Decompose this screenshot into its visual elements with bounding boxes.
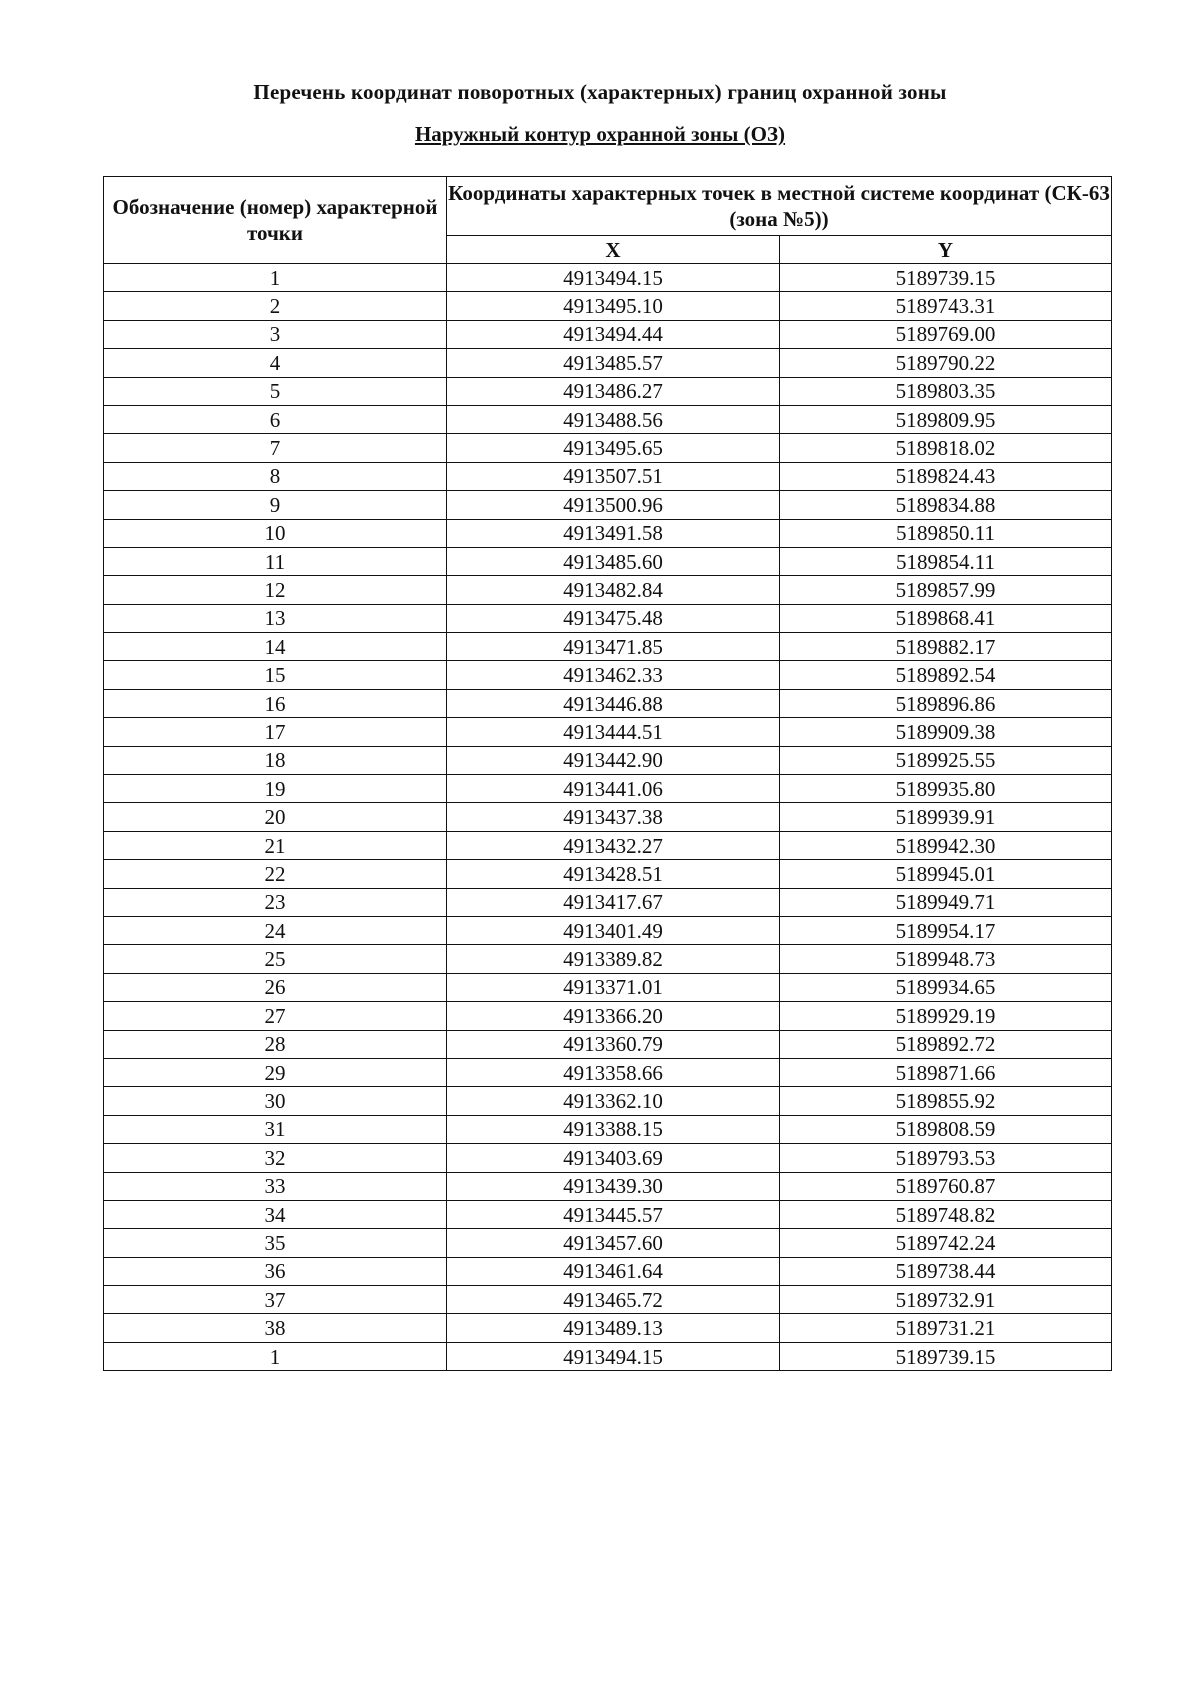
table-row	[104, 633, 1112, 661]
x-coordinate-cell: 4913428.51	[447, 860, 780, 888]
point-number-cell: 8	[104, 462, 447, 490]
x-coordinate-cell: 4913417.67	[447, 888, 780, 916]
x-coordinate-cell: 4913444.51	[447, 718, 780, 746]
y-coordinate-cell: 5189790.22	[780, 349, 1112, 377]
x-coordinate-cell: 4913494.44	[447, 320, 780, 348]
y-coordinate-cell: 5189748.82	[780, 1200, 1112, 1228]
y-coordinate-cell: 5189939.91	[780, 803, 1112, 831]
table-row	[104, 661, 1112, 689]
x-coordinate-cell: 4913366.20	[447, 1002, 780, 1030]
point-number-cell: 12	[104, 576, 447, 604]
y-coordinate-cell: 5189803.35	[780, 377, 1112, 405]
y-coordinate-cell: 5189793.53	[780, 1144, 1112, 1172]
x-coordinate-cell: 4913465.72	[447, 1286, 780, 1314]
x-coordinate-cell: 4913494.15	[447, 1342, 780, 1370]
y-coordinate-cell: 5189818.02	[780, 434, 1112, 462]
point-number-cell: 15	[104, 661, 447, 689]
coordinates-table	[103, 176, 1112, 1371]
x-coordinate-cell: 4913491.58	[447, 519, 780, 547]
table-row	[104, 1058, 1112, 1086]
point-number-cell: 38	[104, 1314, 447, 1342]
point-number-cell: 3	[104, 320, 447, 348]
y-coordinate-cell: 5189760.87	[780, 1172, 1112, 1200]
point-number-cell: 20	[104, 803, 447, 831]
header-point-number: Обозначение (номер) характерной точки	[104, 177, 447, 264]
x-coordinate-cell: 4913485.60	[447, 547, 780, 575]
header-x: X	[447, 236, 780, 264]
y-coordinate-cell: 5189769.00	[780, 320, 1112, 348]
point-number-cell: 22	[104, 860, 447, 888]
y-coordinate-cell: 5189855.92	[780, 1087, 1112, 1115]
table-row	[104, 462, 1112, 490]
y-coordinate-cell: 5189857.99	[780, 576, 1112, 604]
table-row	[104, 775, 1112, 803]
point-number-cell: 16	[104, 689, 447, 717]
y-coordinate-cell: 5189742.24	[780, 1229, 1112, 1257]
point-number-cell: 6	[104, 405, 447, 433]
x-coordinate-cell: 4913489.13	[447, 1314, 780, 1342]
y-coordinate-cell: 5189925.55	[780, 746, 1112, 774]
y-coordinate-cell: 5189809.95	[780, 405, 1112, 433]
header-coordinates: Координаты характерных точек в местной системе координат (СК-63 (зона №5))	[447, 177, 1112, 236]
point-number-cell: 10	[104, 519, 447, 547]
table-body	[104, 264, 1112, 1371]
y-coordinate-cell: 5189929.19	[780, 1002, 1112, 1030]
x-coordinate-cell: 4913432.27	[447, 831, 780, 859]
point-number-cell: 9	[104, 491, 447, 519]
x-coordinate-cell: 4913446.88	[447, 689, 780, 717]
table-row	[104, 945, 1112, 973]
table-row	[104, 1200, 1112, 1228]
point-number-cell: 26	[104, 973, 447, 1001]
point-number-cell: 19	[104, 775, 447, 803]
x-coordinate-cell: 4913403.69	[447, 1144, 780, 1172]
point-number-cell: 36	[104, 1257, 447, 1285]
point-number-cell: 7	[104, 434, 447, 462]
table-row	[104, 831, 1112, 859]
table-row	[104, 1342, 1112, 1370]
y-coordinate-cell: 5189868.41	[780, 604, 1112, 632]
x-coordinate-cell: 4913362.10	[447, 1087, 780, 1115]
x-coordinate-cell: 4913482.84	[447, 576, 780, 604]
y-coordinate-cell: 5189834.88	[780, 491, 1112, 519]
table-row	[104, 1030, 1112, 1058]
y-coordinate-cell: 5189854.11	[780, 547, 1112, 575]
y-coordinate-cell: 5189896.86	[780, 689, 1112, 717]
point-number-cell: 31	[104, 1115, 447, 1143]
table-row	[104, 491, 1112, 519]
y-coordinate-cell: 5189948.73	[780, 945, 1112, 973]
y-coordinate-cell: 5189871.66	[780, 1058, 1112, 1086]
point-number-cell: 1	[104, 264, 447, 292]
table-row	[104, 1144, 1112, 1172]
table-row	[104, 1314, 1112, 1342]
table-row	[104, 916, 1112, 944]
point-number-cell: 34	[104, 1200, 447, 1228]
y-coordinate-cell: 5189732.91	[780, 1286, 1112, 1314]
point-number-cell: 5	[104, 377, 447, 405]
point-number-cell: 4	[104, 349, 447, 377]
x-coordinate-cell: 4913457.60	[447, 1229, 780, 1257]
y-coordinate-cell: 5189935.80	[780, 775, 1112, 803]
table-row	[104, 405, 1112, 433]
y-coordinate-cell: 5189945.01	[780, 860, 1112, 888]
table-row	[104, 1087, 1112, 1115]
point-number-cell: 18	[104, 746, 447, 774]
table-row	[104, 1002, 1112, 1030]
x-coordinate-cell: 4913437.38	[447, 803, 780, 831]
y-coordinate-cell: 5189738.44	[780, 1257, 1112, 1285]
y-coordinate-cell: 5189850.11	[780, 519, 1112, 547]
table-row	[104, 604, 1112, 632]
x-coordinate-cell: 4913486.27	[447, 377, 780, 405]
y-coordinate-cell: 5189892.54	[780, 661, 1112, 689]
x-coordinate-cell: 4913445.57	[447, 1200, 780, 1228]
document-title: Перечень координат поворотных (характерных) границ охранной зоны	[253, 80, 947, 104]
point-number-cell: 33	[104, 1172, 447, 1200]
x-coordinate-cell: 4913495.65	[447, 434, 780, 462]
table-row	[104, 377, 1112, 405]
x-coordinate-cell: 4913371.01	[447, 973, 780, 1001]
table-row	[104, 1115, 1112, 1143]
table-row	[104, 349, 1112, 377]
y-coordinate-cell: 5189731.21	[780, 1314, 1112, 1342]
y-coordinate-cell: 5189743.31	[780, 292, 1112, 320]
point-number-cell: 11	[104, 547, 447, 575]
x-coordinate-cell: 4913488.56	[447, 405, 780, 433]
x-coordinate-cell: 4913388.15	[447, 1115, 780, 1143]
point-number-cell: 32	[104, 1144, 447, 1172]
point-number-cell: 25	[104, 945, 447, 973]
table-row	[104, 434, 1112, 462]
x-coordinate-cell: 4913485.57	[447, 349, 780, 377]
point-number-cell: 23	[104, 888, 447, 916]
x-coordinate-cell: 4913389.82	[447, 945, 780, 973]
table-row	[104, 689, 1112, 717]
table-header	[104, 177, 1112, 264]
x-coordinate-cell: 4913401.49	[447, 916, 780, 944]
x-coordinate-cell: 4913441.06	[447, 775, 780, 803]
y-coordinate-cell: 5189808.59	[780, 1115, 1112, 1143]
y-coordinate-cell: 5189909.38	[780, 718, 1112, 746]
table-row	[104, 1286, 1112, 1314]
x-coordinate-cell: 4913442.90	[447, 746, 780, 774]
y-coordinate-cell: 5189954.17	[780, 916, 1112, 944]
table-row	[104, 718, 1112, 746]
point-number-cell: 27	[104, 1002, 447, 1030]
x-coordinate-cell: 4913500.96	[447, 491, 780, 519]
point-number-cell: 29	[104, 1058, 447, 1086]
y-coordinate-cell: 5189824.43	[780, 462, 1112, 490]
table-row	[104, 888, 1112, 916]
point-number-cell: 17	[104, 718, 447, 746]
point-number-cell: 14	[104, 633, 447, 661]
table-row	[104, 860, 1112, 888]
header-y: Y	[780, 236, 1112, 264]
table-row	[104, 746, 1112, 774]
table-row	[104, 576, 1112, 604]
point-number-cell: 1	[104, 1342, 447, 1370]
table-row	[104, 519, 1112, 547]
y-coordinate-cell: 5189934.65	[780, 973, 1112, 1001]
y-coordinate-cell: 5189942.30	[780, 831, 1112, 859]
y-coordinate-cell: 5189739.15	[780, 264, 1112, 292]
point-number-cell: 30	[104, 1087, 447, 1115]
table-row	[104, 1229, 1112, 1257]
x-coordinate-cell: 4913461.64	[447, 1257, 780, 1285]
x-coordinate-cell: 4913439.30	[447, 1172, 780, 1200]
x-coordinate-cell: 4913358.66	[447, 1058, 780, 1086]
y-coordinate-cell: 5189949.71	[780, 888, 1112, 916]
table-row	[104, 973, 1112, 1001]
table-row	[104, 264, 1112, 292]
x-coordinate-cell: 4913360.79	[447, 1030, 780, 1058]
x-coordinate-cell: 4913495.10	[447, 292, 780, 320]
table-row	[104, 803, 1112, 831]
table-row	[104, 320, 1112, 348]
x-coordinate-cell: 4913494.15	[447, 264, 780, 292]
table-row	[104, 1172, 1112, 1200]
point-number-cell: 24	[104, 916, 447, 944]
point-number-cell: 35	[104, 1229, 447, 1257]
table-row	[104, 292, 1112, 320]
table-row	[104, 1257, 1112, 1285]
table-row	[104, 547, 1112, 575]
y-coordinate-cell: 5189882.17	[780, 633, 1112, 661]
point-number-cell: 28	[104, 1030, 447, 1058]
point-number-cell: 37	[104, 1286, 447, 1314]
point-number-cell: 13	[104, 604, 447, 632]
point-number-cell: 2	[104, 292, 447, 320]
point-number-cell: 21	[104, 831, 447, 859]
y-coordinate-cell: 5189739.15	[780, 1342, 1112, 1370]
x-coordinate-cell: 4913462.33	[447, 661, 780, 689]
x-coordinate-cell: 4913475.48	[447, 604, 780, 632]
document-subtitle: Наружный контур охранной зоны (ОЗ)	[414, 122, 786, 146]
x-coordinate-cell: 4913471.85	[447, 633, 780, 661]
x-coordinate-cell: 4913507.51	[447, 462, 780, 490]
y-coordinate-cell: 5189892.72	[780, 1030, 1112, 1058]
